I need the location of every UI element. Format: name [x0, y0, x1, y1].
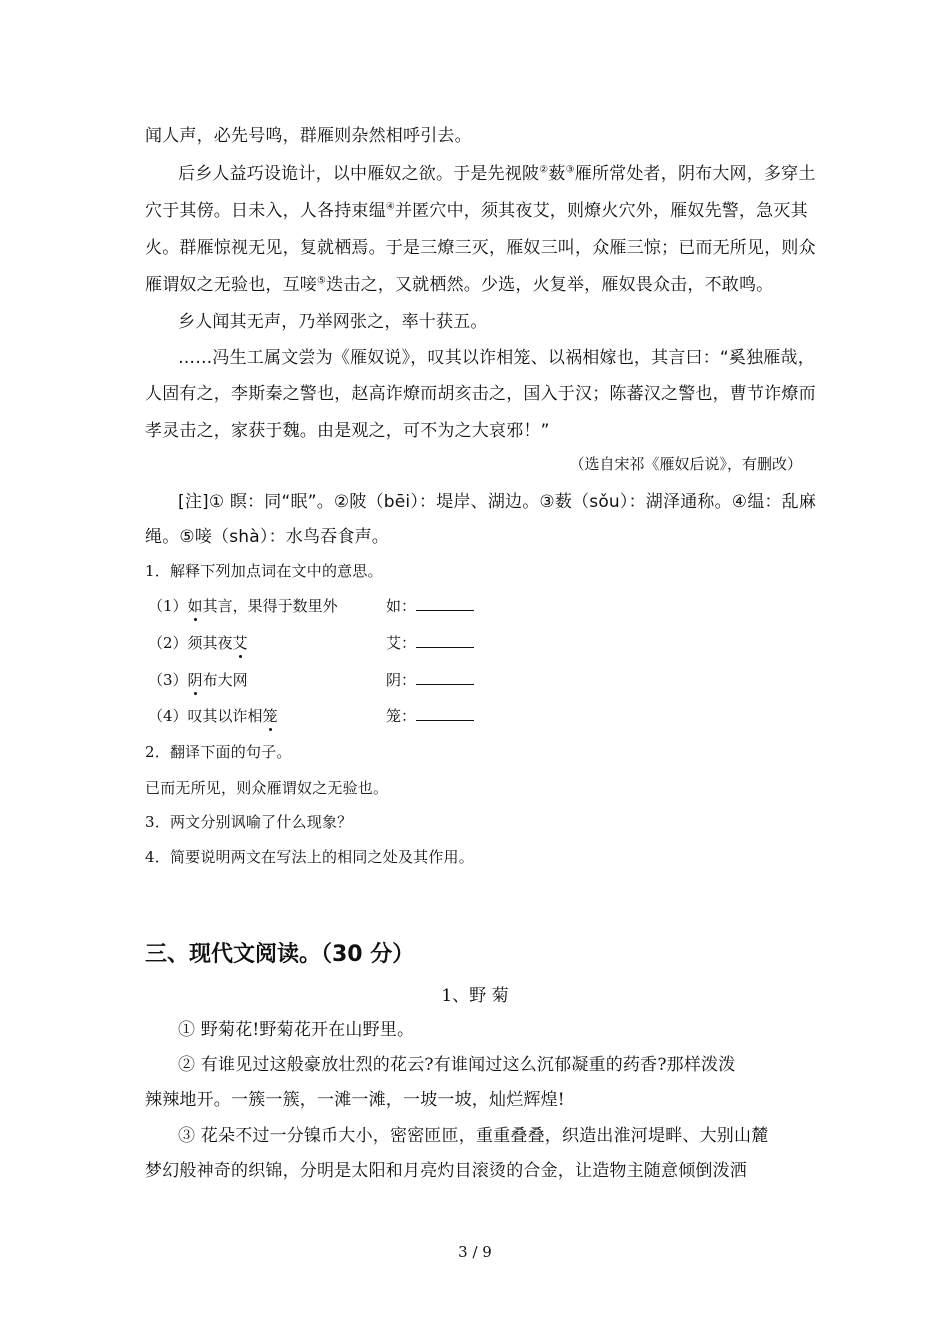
- question-1: 1．解释下列加点词在文中的意思。: [145, 562, 383, 580]
- article-para-3-line-2: 梦幻般神奇的织锦，分明是太阳和月亮灼目滚烫的合金，让造物主随意倾倒泼洒: [145, 1161, 747, 1181]
- answer-blank[interactable]: [416, 633, 474, 648]
- passage-line-2: 后乡人益巧设诡计，以中雁奴之欲。于是先视陂②薮③雁所常处者，阴布大网，多穿土: [178, 164, 816, 184]
- question-3: 3．两文分别讽喻了什么现象？: [145, 813, 353, 831]
- article-para-2-line-1: ② 有谁见过这般豪放壮烈的花云?有谁闻过这么沉郁凝重的药香?那样泼泼: [178, 1055, 736, 1075]
- passage-line-1: 闻人声，必先号鸣，群雁则杂然相呼引去。: [145, 126, 472, 146]
- q1-answer-3[interactable]: 阴：: [386, 669, 474, 690]
- q1-item-4: （4）叹其以诈相笼: [148, 707, 278, 725]
- article-para-3-line-1: ③ 花朵不过一分镍币大小，密密匝匝，重重叠叠，织造出淮河堤畔、大别山麓: [178, 1126, 769, 1146]
- passage-line-5: 雁谓奴之无验也，互唼⑤迭击之，又就栖然。少选，火复举，雁奴畏众击，不敢鸣。: [145, 275, 774, 295]
- article-para-2-line-2: 辣辣地开。一簇一簇，一滩一滩，一坡一坡，灿烂辉煌!: [145, 1090, 565, 1110]
- dotted-word: 如: [187, 597, 203, 615]
- question-2: 2．翻译下面的句子。: [145, 743, 292, 761]
- question-2-sentence: 已而无所见，则众雁谓奴之无验也。: [145, 779, 389, 797]
- section-heading: 三、现代文阅读。（30 分）: [145, 942, 415, 967]
- q1-answer-4[interactable]: 笼：: [386, 705, 474, 726]
- answer-blank[interactable]: [416, 596, 474, 611]
- answer-blank[interactable]: [416, 670, 474, 685]
- passage-line-9: 孝灵击之，家获于魏。由是观之，可不为之大哀邪！”: [145, 421, 550, 441]
- passage-source: （选自宋祁《雁奴后说》，有删改）: [569, 455, 802, 473]
- article-title: 1、野 菊: [441, 986, 509, 1006]
- passage-line-3: 穴于其傍。日未入，人各持束缊④并匿穴中，须其夜艾，则燎火穴外，雁奴先警，急灭其: [145, 201, 808, 221]
- dotted-word: 艾: [232, 634, 248, 652]
- q1-item-3: （3）阴布大网: [148, 671, 248, 689]
- q1-answer-2[interactable]: 艾：: [386, 632, 474, 653]
- page-number: 3 / 9: [458, 1243, 492, 1261]
- q1-item-1: （1）如其言，果得于数里外: [148, 597, 338, 615]
- dotted-word: 阴: [187, 671, 203, 689]
- note-line-1: [注]① 瞑：同“眠”。②陂（bēi）：堤岸、湖边。③薮（sǒu）：湖泽通称。④缊：乱麻: [178, 492, 817, 512]
- passage-line-4: 火。群雁惊视无见，复就栖焉。于是三燎三灭，雁奴三叫，众雁三惊；已而无所见，则众: [145, 238, 816, 258]
- note-line-2: 绳。⑤唼（shà）：水鸟吞食声。: [145, 527, 389, 547]
- question-4: 4．简要说明两文在写法上的相同之处及其作用。: [145, 848, 474, 866]
- dotted-word: 笼: [262, 707, 278, 725]
- passage-line-8: 人固有之，李斯秦之警也，赵高诈燎而胡亥击之，国入于汉；陈蕃汉之警也，曹节诈燎而: [145, 384, 816, 404]
- passage-line-6: 乡人闻其无声，乃举网张之，率十获五。: [178, 312, 488, 332]
- q1-answer-1[interactable]: 如：: [386, 595, 474, 616]
- article-para-1: ① 野菊花!野菊花开在山野里。: [178, 1020, 415, 1040]
- passage-line-7: ……冯生工属文尝为《雁奴说》，叹其以诈相笼、以祸相嫁也，其言曰：“奚独雁哉，: [178, 348, 815, 368]
- answer-blank[interactable]: [416, 706, 474, 721]
- q1-item-2: （2）须其夜艾: [148, 634, 248, 652]
